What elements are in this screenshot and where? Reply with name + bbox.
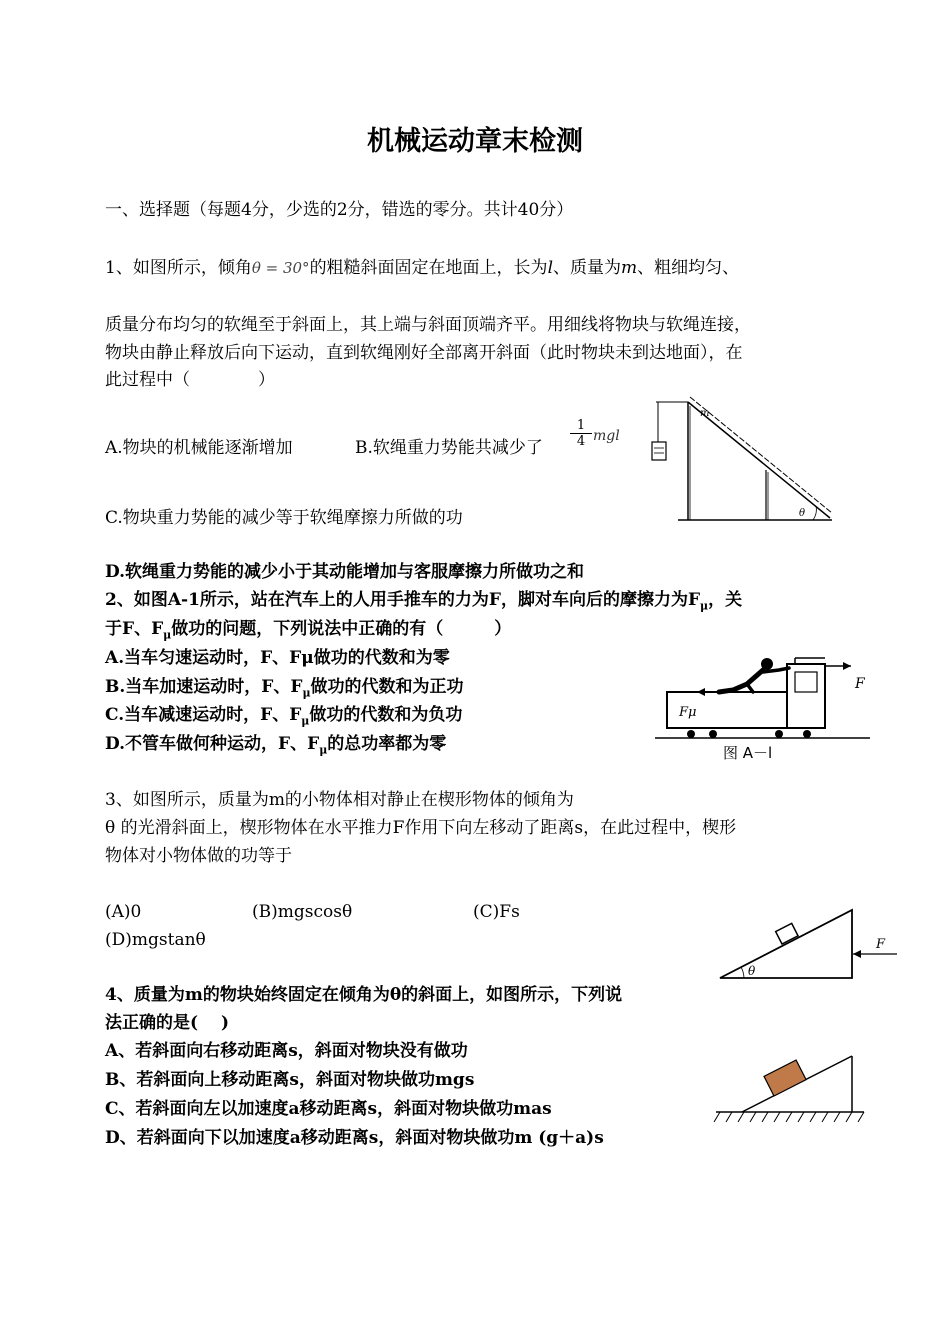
q3-line1: 3、如图所示，质量为m的小物体相对静止在楔形物体的倾角为 — [105, 790, 574, 810]
fig2-label-Fmu: Fμ — [679, 705, 697, 720]
q2-option-d — [105, 734, 446, 760]
q3-option-c: (C)Fs — [473, 902, 520, 922]
q2-option-a: A.当车匀速运动时，F、Fμ做功的代数和为零 — [105, 648, 450, 668]
fig2-caption: 图 A－l — [723, 744, 773, 762]
q2-line2 — [105, 619, 511, 645]
q2-option-b-a: B.当车加速运动时，F、F — [105, 677, 303, 697]
mu-subscript: μ — [700, 599, 709, 613]
q1-option-c: C.物块重力势能的减少等于软绳摩擦力所做的功 — [105, 508, 463, 528]
q4-option-d: D、若斜面向下以加速度a移动距离s，斜面对物块做功m (g＋a)s — [105, 1128, 604, 1148]
l-symbol: l — [547, 258, 553, 278]
q4-line1: 4、质量为m的物块始终固定在倾角为θ的斜面上，如图所示，下列说 — [105, 985, 623, 1005]
theta-formula: θ = 30° — [251, 259, 310, 277]
truck-figure — [655, 650, 870, 765]
fig3-label-F: F — [876, 937, 886, 952]
q1-line4: 此过程中（ ） — [105, 370, 275, 390]
q2-line1-text: 2、如图A-1所示，站在汽车上的人用手推车的力为F，脚对车向后的摩擦力为F — [105, 590, 701, 610]
mu-subscript: μ — [302, 686, 311, 700]
q1-line1 — [105, 258, 739, 278]
q2-option-c-b: 做功的代数和为负功 — [309, 705, 463, 725]
q2-option-d-b: 的总功率都为零 — [327, 734, 447, 754]
mu-subscript: μ — [301, 714, 310, 728]
q2-option-c-a: C.当车减速运动时，F、F — [105, 705, 302, 725]
q2-line2-b: 做功的问题，下列说法中正确的有（ ） — [171, 619, 512, 639]
q2-line1 — [105, 590, 742, 616]
q2-option-b-b: 做功的代数和为正功 — [310, 677, 464, 697]
q1-line1-d: 、粗细均匀、 — [637, 258, 740, 278]
wedge-figure — [712, 902, 907, 984]
fraction — [570, 418, 592, 449]
q4-option-b: B、若斜面向上移动距离s，斜面对物块做功mgs — [105, 1070, 475, 1090]
q1-line1-c: 、质量为 — [553, 258, 621, 278]
q1-line1-b: 的粗糙斜面固定在地面上，长为 — [309, 258, 548, 278]
q4-option-a: A、若斜面向右移动距离s，斜面对物块没有做功 — [105, 1041, 468, 1061]
fraction-numerator: 1 — [576, 418, 586, 433]
fig3-label-theta: θ — [748, 964, 756, 978]
fig1-label-theta: θ — [799, 508, 806, 519]
q4-line2: 法正确的是( ) — [105, 1013, 230, 1033]
page-title: 机械运动章末检测 — [367, 126, 583, 157]
section-heading: 一、选择题（每题4分，少选的2分，错选的零分。共计40分） — [105, 200, 574, 220]
q2-option-c — [105, 705, 462, 731]
q3-line2: θ 的光滑斜面上，楔形物体在水平推力F作用下向左移动了距离s，在此过程中，楔形 — [105, 818, 737, 838]
q1-option-b: B.软绳重力势能共减少了 — [355, 438, 543, 458]
fig1-label-m: m — [700, 408, 710, 419]
mu-subscript: μ — [163, 628, 172, 642]
q3-option-d: (D)mgstanθ — [105, 930, 206, 950]
q3-line3: 物体对小物体做的功等于 — [105, 846, 292, 866]
fraction-tail: mgl — [593, 428, 620, 444]
mu-subscript: μ — [319, 743, 328, 757]
q4-option-c: C、若斜面向左以加速度a移动距离s，斜面对物块做功mas — [105, 1099, 552, 1119]
q2-option-d-a: D.不管车做何种运动，F、F — [105, 734, 320, 754]
q1-line1-a: 1、如图所示，倾角 — [105, 258, 252, 278]
q3-option-a: (A)0 — [105, 902, 142, 922]
q2-line2-a: 于F、F — [105, 619, 164, 639]
incline-rope-figure — [648, 392, 838, 524]
block-incline-figure — [712, 1050, 872, 1132]
q2-option-b — [105, 677, 464, 703]
q1-option-d: D.软绳重力势能的减少小于其动能增加与客服摩擦力所做功之和 — [105, 562, 585, 582]
q1-option-a: A.物块的机械能逐渐增加 — [105, 438, 293, 458]
q1-line2: 质量分布均匀的软绳至于斜面上，其上端与斜面顶端齐平。用细线将物块与软绳连接， — [105, 315, 751, 335]
fraction-denominator: 4 — [570, 433, 592, 449]
q3-option-b: (B)mgscosθ — [252, 902, 353, 922]
q2-line1-tail: ，关 — [708, 590, 743, 610]
fig2-label-F: F — [855, 676, 865, 692]
m-symbol: m — [621, 258, 638, 278]
q1-line3: 物块由静止释放后向下运动，直到软绳刚好全部离开斜面（此时物块未到达地面），在 — [105, 343, 743, 363]
